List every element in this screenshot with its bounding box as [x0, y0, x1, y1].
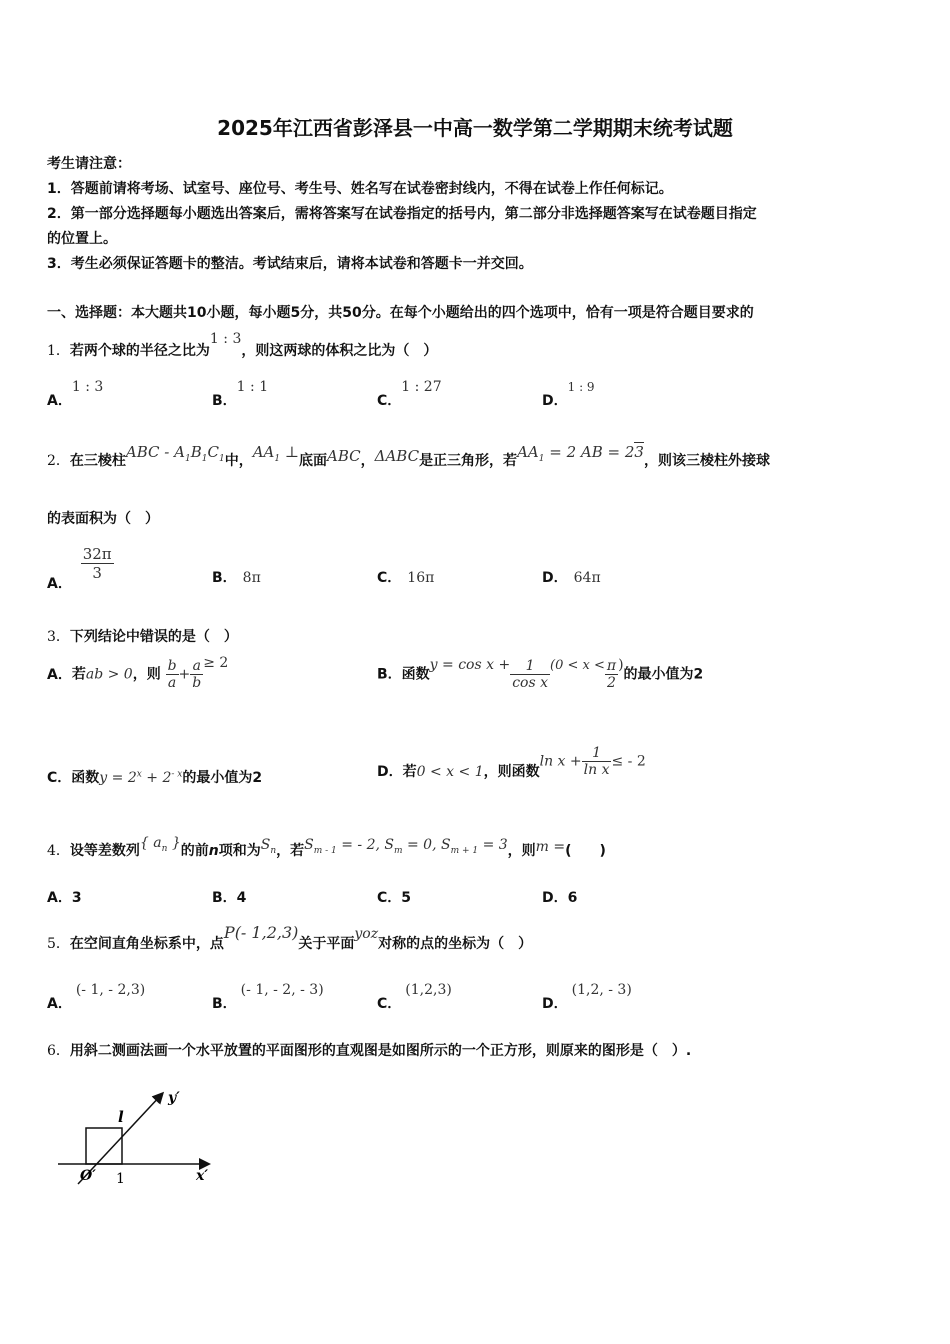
- q4-option-c[interactable]: C．5: [377, 890, 412, 906]
- notice-item-2: 2．第一部分选择题每小题选出答案后，需将答案写在试卷指定的括号内，第二部分非选择题答案写在试卷题目指定: [47, 206, 757, 222]
- question-2: 2．在三棱柱ABC - $A_1B_1C_1$中，$AA_1$ ⊥底面ABC，ΔABC是正三角形，若$AA_1 = 2$ AB = 23，则该三棱柱外接球: [47, 443, 770, 469]
- tick-one-y: l: [118, 1108, 124, 1126]
- q3-option-d[interactable]: D．若0 < x < 1，则函数ln x + $\frac{1}{\text{ln x}}$ ≤ - 2: [377, 745, 646, 780]
- q5-option-d[interactable]: D．(1,2, - 3): [542, 982, 632, 1012]
- q1-number: 1．: [47, 343, 70, 359]
- notice-item-1: 1．答题前请将考场、试室号、座位号、考生号、姓名写在试卷密封线内，不得在试卷上作任何标记。: [47, 181, 673, 197]
- q4-option-b[interactable]: B．4: [212, 890, 247, 906]
- notice-item-2-cont: 的位置上。: [47, 231, 117, 247]
- question-2-line-2: 的表面积为（ ）: [47, 511, 159, 527]
- q2-number: 2．: [47, 453, 70, 469]
- q1-option-d[interactable]: D．1 : 9: [542, 380, 595, 409]
- origin-label: O′: [80, 1168, 96, 1184]
- q5-option-c[interactable]: C．(1,2,3): [377, 982, 452, 1012]
- question-3: 3．下列结论中错误的是（ ）: [47, 629, 238, 645]
- q1-option-c[interactable]: C．1 : 27: [377, 379, 442, 409]
- q3-option-a[interactable]: A．若ab > 0，则 $\frac{b}{a}$ + $\frac{a}{b}$ ≥ 2: [47, 654, 229, 691]
- question-1: 1．若两个球的半径之比为1 : 3，则这两球的体积之比为（ ）: [47, 331, 438, 359]
- question-5: 5．在空间直角坐标系中，点P(- 1,2,3)关于平面yoz对称的点的坐标为（ ）: [47, 923, 533, 952]
- q2-option-c[interactable]: C． 16π: [377, 570, 435, 586]
- notice-item-3: 3．考生必须保证答题卡的整洁。考试结束后，请将本试卷和答题卡一并交回。: [47, 256, 533, 272]
- q3-option-b[interactable]: B．函数y = cos x + $\frac{1}{\text{cos x}}$ (0 < x < $\frac{\pi}{2}$ )的最小值为2: [377, 656, 704, 691]
- question-4: 4．设等差数列{ $a_n$ }的前n项和为$S_n$，若$S_{m - 1}$ = - 2, $S_m = 0$, $S_{m + 1} = 3$，则m =( ): [47, 835, 606, 859]
- q1-option-a[interactable]: A．1 : 3: [47, 379, 104, 409]
- q6-figure: [50, 1080, 220, 1190]
- q2-option-b[interactable]: B． 8π: [212, 570, 261, 586]
- page-title: 2025年江西省彭泽县一中高一数学第二学期期末统考试题: [217, 116, 733, 140]
- q5-option-b[interactable]: B．(- 1, - 2, - 3): [212, 982, 324, 1012]
- notice-heading: 考生请注意：: [47, 156, 131, 172]
- x-axis-label: x′: [196, 1168, 209, 1184]
- q2-option-a[interactable]: A． $\frac{32\pi}{3}$: [47, 545, 112, 592]
- q1-option-b[interactable]: B．1 : 1: [212, 379, 269, 409]
- q4-option-a[interactable]: A．3: [47, 890, 82, 906]
- y-axis-label: y′: [168, 1090, 180, 1106]
- q1-ratio: 1 : 3: [209, 331, 242, 347]
- question-6: 6．用斜二测画法画一个水平放置的平面图形的直观图是如图所示的一个正方形，则原来的图形是（ ）.: [47, 1043, 692, 1059]
- section-heading: 一、选择题：本大题共10小题，每小题5分，共50分。在每个小题给出的四个选项中，恰有一项是符合题目要求的: [47, 305, 754, 321]
- q2-option-d[interactable]: D． 64π: [542, 570, 601, 586]
- q4-option-d[interactable]: D．6: [542, 890, 578, 906]
- q5-option-a[interactable]: A．(- 1, - 2,3): [47, 982, 146, 1012]
- square: [86, 1128, 122, 1164]
- tick-one-x: 1: [116, 1171, 125, 1187]
- q3-option-c[interactable]: C．函数$y = 2^x + 2^{- x}$的最小值为2: [47, 769, 263, 786]
